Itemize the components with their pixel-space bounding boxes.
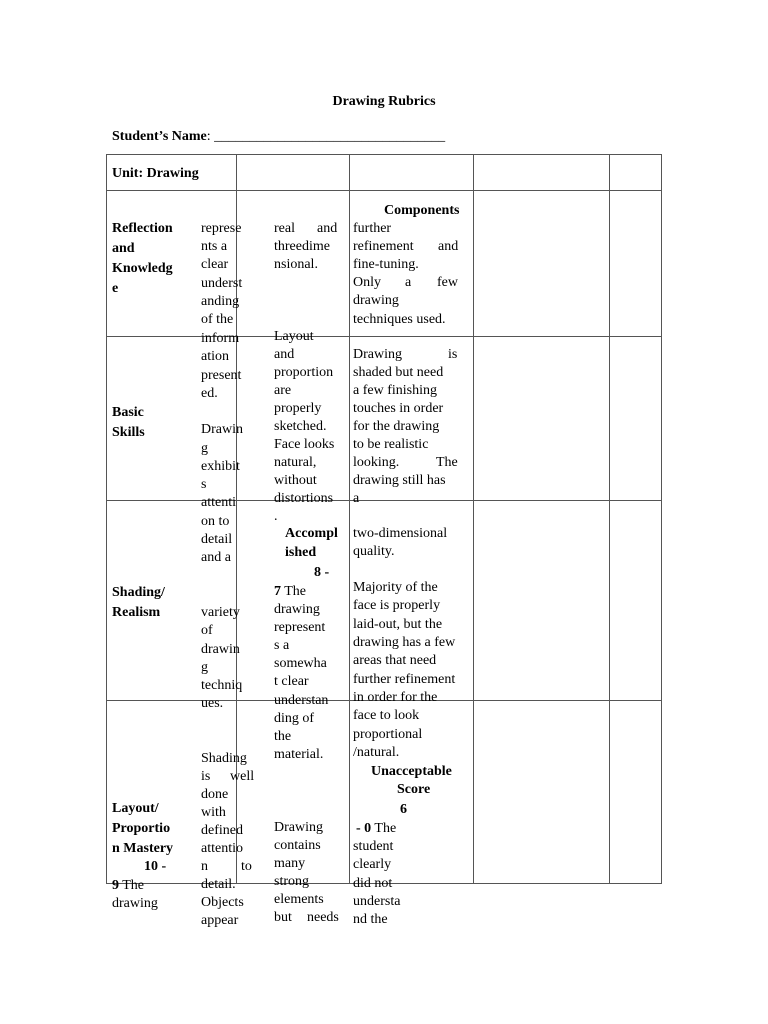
col2-line: sketched. [274,419,327,434]
accomplished-score: 8 - [314,565,330,580]
exemplary-line: drawing [112,896,158,911]
col3-line: further refinement [353,672,456,687]
col3-line: few [437,275,458,290]
exemplary-word: The [122,878,145,893]
col2-line: s a [274,638,290,653]
unacceptable-label: Score [397,782,431,797]
col1-line: to [241,859,252,874]
col3-line: a [353,491,360,506]
col3-line: is [448,347,458,362]
col3-line: nd the [353,912,388,927]
col3-line: Only [353,275,381,290]
col1-line: done [201,787,229,802]
col2-line: natural, [274,455,317,470]
col1-line: exhibit [201,459,240,474]
accomplished-label: Accompl [285,526,338,541]
col3-line: in order for the [353,690,438,705]
row-label-line: Basic [112,405,144,420]
col2-line: elements [274,892,324,907]
col3-line: areas that need [353,653,437,668]
col3-line: Drawing [353,347,402,362]
row-label-line: and [112,241,135,256]
col3-line: shaded but need [353,365,444,380]
row-label-line: e [112,281,119,296]
col1-line: attentio [201,841,243,856]
col2-line: and [317,221,338,236]
col2-line: material. [274,747,324,762]
student-name-row [112,129,445,145]
col1-line: of the [201,312,234,327]
col1-line: on to [201,514,230,529]
col2-line [274,583,306,601]
col3-line: face to look [353,708,420,723]
col1-line: n [201,859,208,874]
col3-line: student [353,839,394,854]
col2-line: understan [274,693,329,708]
col2-line: are [274,383,292,398]
col1-line: Objects [201,895,244,910]
col2-line: nsional. [274,257,318,272]
col3-line: drawing [353,293,399,308]
col3-line: laid-out, but the [353,617,443,632]
student-name-blank[interactable]: : _________________________________ [206,129,446,144]
col1-line: inform [201,331,240,346]
row-label-line: Reflection [112,221,173,236]
col2-line: ding of [274,711,315,726]
col3-line: touches in order [353,401,444,416]
col2-line: properly [274,401,322,416]
col1-line: defined [201,823,243,838]
col3-line: Majority of the [353,580,438,595]
col3-line: proportional [353,727,423,742]
exemplary-score-low: 9 [112,878,119,893]
col2-line: many [274,856,306,871]
col2-line: Drawing [274,820,323,835]
col3-line: fine-tuning. [353,257,419,272]
col3-line: drawing still has [353,473,446,488]
col2-line: contains [274,838,321,853]
components-header: Components [384,203,460,218]
row-label-line: n Mastery [112,841,174,856]
col2-line: and [274,347,295,362]
unacceptable-label: Unacceptable [371,764,452,779]
row-label-line: Layout/ [112,801,159,816]
col1-line: Drawin [201,422,243,437]
row-label-line: Realism [112,605,161,620]
col2-line: Layout [274,329,314,344]
col3-line [356,820,396,838]
col1-line: drawin [201,642,240,657]
col3-line: to be realistic [353,437,429,452]
col1-line: techniq [201,678,243,693]
col3-line: looking. [353,455,400,470]
col3-line: a [405,275,412,290]
row-label-line: Skills [112,425,145,440]
col3-line: face is properly [353,598,441,613]
col1-line: represe [201,221,242,236]
col2-line: represent [274,620,326,635]
col2-line: drawing [274,602,320,617]
col3-line: a few finishing [353,383,437,398]
col3-line: refinement [353,239,414,254]
col2-line: but [274,910,292,925]
col1-line: underst [201,276,243,291]
accomplished-label: ished [285,545,317,560]
col2-line: threedime [274,239,330,254]
row-label-line: Proportio [112,821,171,836]
col3-line: clearly [353,857,392,872]
col3-line: /natural. [353,745,400,760]
col2-line: the [274,729,292,744]
col1-line: ation [201,349,229,364]
col3-line: quality. [353,544,395,559]
col2-line: real [274,221,295,236]
unit-header: Unit: Drawing [112,166,199,181]
col3-line: techniques used. [353,312,446,327]
col3-line: drawing has a few [353,635,456,650]
col1-line: variety [201,605,240,620]
accomplished-score-low: 7 [274,584,281,599]
col1-line: nts a [201,239,228,254]
col2-line: Face looks [274,437,335,452]
col1-line: and a [201,550,231,565]
col1-line: detail. [201,877,236,892]
col3-word: The [374,821,397,836]
col1-line: g [201,441,208,456]
exemplary-score: 10 - [144,859,167,874]
col3-line: two-dimensional [353,526,448,541]
col1-line: clear [201,257,229,272]
col2-line: strong [274,874,309,889]
col3-line: did not [353,876,393,891]
col1-line: with [201,805,226,820]
col1-line: well [230,769,255,784]
col1-line: s [201,477,207,492]
col3-line: The [436,455,458,470]
col1-line: present [201,368,242,383]
col2-line: distortions [274,491,334,506]
col1-line: is [201,769,211,784]
col1-line: attenti [201,495,236,510]
row-label-line: Knowledg [112,261,173,276]
col2-line: needs [307,910,339,925]
col3-line: understa [353,894,401,909]
col1-line: detail [201,532,233,547]
col1-line: anding [201,294,240,309]
col1-line: g [201,660,208,675]
col2-line: somewha [274,656,327,671]
col1-line: ues. [201,696,224,711]
col2-line: without [274,473,317,488]
col2-line: t clear [274,674,309,689]
col3-line: for the drawing [353,419,440,434]
col1-line: ed. [201,386,218,401]
col3-line: further [353,221,392,236]
col1-line: of [201,623,213,638]
document-title: Drawing Rubrics [332,94,436,109]
student-name-label: Student’s Name [112,129,207,144]
col2-line: proportion [274,365,334,380]
col3-line: and [438,239,459,254]
unacceptable-score-low: - 0 [356,821,372,836]
col1-line: Shading [201,751,247,766]
exemplary-line [112,877,144,895]
col2-line: . [274,509,278,524]
unacceptable-score: 6 [400,802,407,817]
row-label-line: Shading/ [112,585,165,600]
col2-word: The [284,584,307,599]
col1-line: appear [201,913,239,928]
